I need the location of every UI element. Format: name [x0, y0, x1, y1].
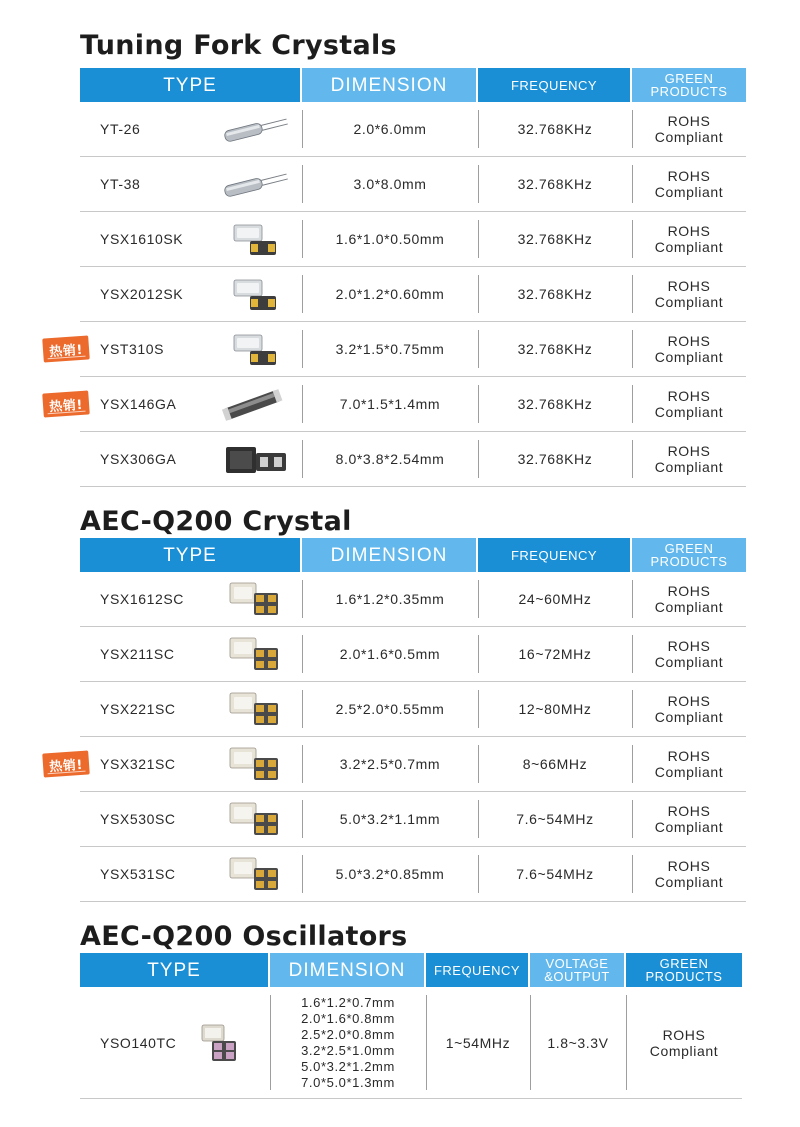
green-line: ROHS: [667, 803, 711, 819]
model-name: YT-26: [100, 121, 141, 137]
dimension-cell: 5.0*3.2*1.1mm: [302, 792, 478, 846]
green-products-cell: [632, 627, 746, 681]
green-line: Compliant: [654, 819, 724, 835]
green-line: Compliant: [654, 184, 724, 200]
green-products-cell: [632, 847, 746, 901]
green-line: ROHS: [667, 693, 711, 709]
type-cell: [48, 737, 302, 791]
rohs-compliant-label: [655, 748, 723, 780]
cylinder-crystal-icon: [220, 164, 290, 204]
header-cell-type: TYPE: [80, 953, 270, 987]
type-cell: [80, 267, 302, 321]
type-cell: [48, 377, 302, 431]
four-pad-crystal-icon: [220, 799, 290, 839]
table-header: [80, 538, 746, 572]
table-row: [48, 377, 746, 432]
table-header: [80, 953, 742, 987]
header-cell-type: TYPE: [80, 538, 302, 572]
green-products-cell: [626, 987, 742, 1098]
dimension-cell: 1.6*1.2*0.35mm: [302, 572, 478, 626]
table-row: [80, 682, 746, 737]
table-row: [80, 627, 746, 682]
type-cell: [80, 847, 302, 901]
header-cell-voltage-output: VOLTAGE &OUTPUT: [530, 953, 626, 987]
green-line: ROHS: [667, 278, 711, 294]
frequency-cell: 1~54MHz: [426, 987, 530, 1098]
green-line: ROHS: [667, 223, 711, 239]
frequency-cell: 16~72MHz: [478, 627, 632, 681]
green-line: Compliant: [654, 294, 724, 310]
frequency-cell: 32.768KHz: [478, 322, 632, 376]
table-header: [80, 68, 746, 102]
cylinder-crystal-icon: [220, 109, 290, 149]
header-cell-dimension: DIMENSION: [270, 953, 426, 987]
dimension-cell: 3.0*8.0mm: [302, 157, 478, 211]
header-cell-dimension: DIMENSION: [302, 68, 478, 102]
long-smd-crystal-icon: [220, 384, 290, 424]
green-line: ROHS: [667, 858, 711, 874]
green-line: Compliant: [654, 349, 724, 365]
frequency-cell: 24~60MHz: [478, 572, 632, 626]
dimension-cell: 7.0*1.5*1.4mm: [302, 377, 478, 431]
dimension-cell: 3.2*1.5*0.75mm: [302, 322, 478, 376]
section-title: Tuning Fork Crystals: [80, 30, 397, 61]
table-row: [80, 267, 746, 322]
header-cell-green-products: GREEN PRODUCTS: [626, 953, 742, 987]
table-row: [80, 432, 746, 487]
green-products-cell: [632, 737, 746, 791]
green-line: Compliant: [654, 709, 724, 725]
table-row: [80, 157, 746, 212]
dimension-cell: 8.0*3.8*2.54mm: [302, 432, 478, 486]
frequency-cell: 32.768KHz: [478, 432, 632, 486]
header-cell-frequency: FREQUENCY: [426, 953, 530, 987]
frequency-cell: 32.768KHz: [478, 212, 632, 266]
model-name: YST310S: [100, 341, 165, 357]
rohs-compliant-label: [655, 168, 723, 200]
header-cell-type: TYPE: [80, 68, 302, 102]
dimension-line: 3.2*2.5*1.0mm: [301, 1042, 395, 1058]
model-name: YSX306GA: [100, 451, 177, 467]
table-row: [48, 322, 746, 377]
green-products-cell: [632, 157, 746, 211]
type-cell: [80, 572, 302, 626]
green-line: Compliant: [654, 404, 724, 420]
frequency-cell: 7.6~54MHz: [478, 847, 632, 901]
section-title: AEC-Q200 Crystal: [80, 506, 352, 537]
dimension-cell: 2.5*2.0*0.55mm: [302, 682, 478, 736]
type-cell: [80, 987, 270, 1098]
hot-sale-badge: 热销!: [42, 390, 90, 417]
table-row: [80, 212, 746, 267]
frequency-cell: 12~80MHz: [478, 682, 632, 736]
table-row: [80, 987, 742, 1099]
green-products-cell: [632, 377, 746, 431]
dimension-cell: 5.0*3.2*0.85mm: [302, 847, 478, 901]
green-line: ROHS: [667, 443, 711, 459]
green-line: ROHS: [667, 113, 711, 129]
rohs-compliant-label: [650, 1027, 718, 1059]
green-products-cell: [632, 267, 746, 321]
green-line: ROHS: [667, 388, 711, 404]
rohs-compliant-label: [655, 443, 723, 475]
four-pad-crystal-icon: [220, 744, 290, 784]
type-cell: [80, 102, 302, 156]
smd-crystal-icon: [220, 274, 290, 314]
green-line: Compliant: [654, 239, 724, 255]
frequency-cell: 32.768KHz: [478, 377, 632, 431]
four-pad-crystal-icon: [220, 579, 290, 619]
green-line: ROHS: [667, 333, 711, 349]
type-cell: [80, 157, 302, 211]
hot-sale-badge: 热销!: [42, 750, 90, 777]
model-name: YSX530SC: [100, 811, 176, 827]
green-line: Compliant: [654, 654, 724, 670]
rohs-compliant-label: [655, 803, 723, 835]
type-cell: [80, 432, 302, 486]
green-line: Compliant: [654, 459, 724, 475]
model-name: YT-38: [100, 176, 141, 192]
header-cell-green-products: GREEN PRODUCTS: [632, 538, 746, 572]
product-table: [80, 953, 742, 1099]
model-name: YSX146GA: [100, 396, 177, 412]
rohs-compliant-label: [655, 278, 723, 310]
green-line: Compliant: [654, 599, 724, 615]
dimension-line: 1.6*1.2*0.7mm: [301, 994, 395, 1010]
product-table: [48, 68, 746, 487]
model-name: YSX1612SC: [100, 591, 185, 607]
four-pad-crystal-icon: [220, 634, 290, 674]
header-cell-frequency: FREQUENCY: [478, 68, 632, 102]
green-line: ROHS: [667, 168, 711, 184]
rohs-compliant-label: [655, 638, 723, 670]
dimension-cell: 2.0*6.0mm: [302, 102, 478, 156]
table-row: [80, 792, 746, 847]
rohs-compliant-label: [655, 113, 723, 145]
dimension-cell: 2.0*1.6*0.5mm: [302, 627, 478, 681]
green-line: Compliant: [654, 764, 724, 780]
model-name: YSX1610SK: [100, 231, 184, 247]
voltage-cell: 1.8~3.3V: [530, 987, 626, 1098]
green-line: ROHS: [662, 1026, 706, 1043]
type-cell: [80, 627, 302, 681]
type-cell: [80, 682, 302, 736]
black-smd-crystal-icon: [220, 439, 290, 479]
type-cell: [80, 212, 302, 266]
dimension-line: 2.0*1.6*0.8mm: [301, 1010, 395, 1026]
header-cell-dimension: DIMENSION: [302, 538, 478, 572]
rohs-compliant-label: [655, 333, 723, 365]
frequency-cell: 7.6~54MHz: [478, 792, 632, 846]
dimension-cell: 3.2*2.5*0.7mm: [302, 737, 478, 791]
section-title: AEC-Q200 Oscillators: [80, 921, 408, 952]
model-name: YSX2012SK: [100, 286, 184, 302]
model-name: YSX211SC: [100, 646, 175, 662]
four-pad-crystal-icon: [220, 854, 290, 894]
green-products-cell: [632, 792, 746, 846]
rohs-compliant-label: [655, 858, 723, 890]
green-line: Compliant: [654, 874, 724, 890]
green-products-cell: [632, 682, 746, 736]
dimension-list: [301, 995, 395, 1091]
dimension-line: 7.0*5.0*1.3mm: [301, 1074, 395, 1090]
rohs-compliant-label: [655, 693, 723, 725]
smd-crystal-icon: [220, 329, 290, 369]
green-line: Compliant: [654, 129, 724, 145]
rohs-compliant-label: [655, 223, 723, 255]
green-products-cell: [632, 102, 746, 156]
header-cell-green-products: GREEN PRODUCTS: [632, 68, 746, 102]
model-name: YSO140TC: [100, 1034, 177, 1051]
green-products-cell: [632, 212, 746, 266]
model-name: YSX221SC: [100, 701, 176, 717]
frequency-cell: 32.768KHz: [478, 102, 632, 156]
dimension-line: 2.5*2.0*0.8mm: [301, 1026, 395, 1042]
dimension-cell: [270, 987, 426, 1098]
rohs-compliant-label: [655, 388, 723, 420]
green-products-cell: [632, 572, 746, 626]
green-products-cell: [632, 432, 746, 486]
frequency-cell: 32.768KHz: [478, 267, 632, 321]
table-row: [48, 737, 746, 792]
table-row: [80, 847, 746, 902]
green-line: ROHS: [667, 583, 711, 599]
table-row: [80, 102, 746, 157]
type-cell: [80, 792, 302, 846]
model-name: YSX531SC: [100, 866, 176, 882]
four-pad-crystal-icon: [220, 689, 290, 729]
oscillator-icon: [188, 1023, 258, 1063]
frequency-cell: 8~66MHz: [478, 737, 632, 791]
frequency-cell: 32.768KHz: [478, 157, 632, 211]
table-row: [80, 572, 746, 627]
dimension-cell: 2.0*1.2*0.60mm: [302, 267, 478, 321]
header-cell-frequency: FREQUENCY: [478, 538, 632, 572]
dimension-cell: 1.6*1.0*0.50mm: [302, 212, 478, 266]
smd-crystal-icon: [220, 219, 290, 259]
hot-sale-badge: 热销!: [42, 335, 90, 362]
green-line: Compliant: [649, 1042, 719, 1059]
dimension-line: 5.0*3.2*1.2mm: [301, 1058, 395, 1074]
rohs-compliant-label: [655, 583, 723, 615]
green-products-cell: [632, 322, 746, 376]
product-table: [48, 538, 746, 902]
model-name: YSX321SC: [100, 756, 176, 772]
green-line: ROHS: [667, 748, 711, 764]
green-line: ROHS: [667, 638, 711, 654]
type-cell: [48, 322, 302, 376]
